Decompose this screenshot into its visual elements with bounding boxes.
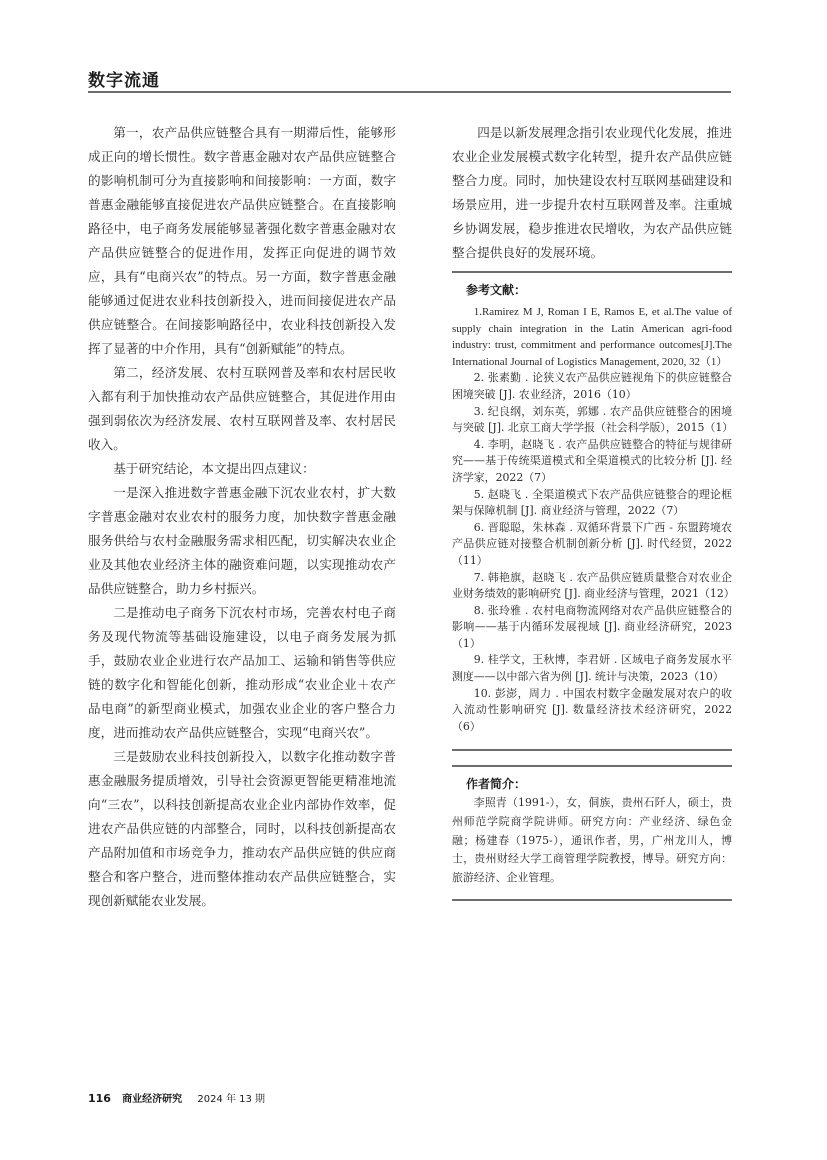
body-paragraph: 第二，经济发展、农村互联网普及率和农村居民收入都有利于加快推动农产品供应链整合，其促进作用由强到弱依次为经济发展、农村互联网普及率、农村居民收入。 [88,365,396,452]
reference-item: 10. 彭澎，周力 . 中国农村数字金融发展对农户的收入流动性影响研究 [J]. 数量经济技术经济研究，2022（6） [452,686,732,733]
reference-item: 2. 张素勤 . 论狭义农产品供应链视角下的供应链整合困境突破 [J]. 农业经济，2016（10） [452,371,732,401]
page-footer [88,1090,265,1105]
references-bottom-divider [452,749,732,751]
right-column [452,121,735,901]
bio-top-divider [452,765,732,767]
body-paragraph: 第一，农产品供应链整合具有一期滞后性，能够形成正向的增长惯性。数字普惠金融对农产品供应链整合的影响机制可分为直接影响和间接影响：一方面，数字普惠金融能够直接促进农产品供应链整合。在直接影响路径中，电子商务发展能够显著强化数字普惠金融对农产品供应链整合的促进作用，发挥正向促进的调节效应，具有“电商兴农”的特点。另一方面，数字普惠金融能够通过促进农业科技创新投入，进而间接促进农产品供应链整合。在间接影响路径中，农业科技创新投入发挥了显著的中介作用，具有“创新赋能”的特点。 [88,125,396,356]
body-paragraph: 三是鼓励农业科技创新投入，以数字化推动数字普惠金融服务提质增效，引导社会资源更智能更精准地流向“三农”，以科技创新提高农业企业内部协作效率，促进农产品供应链的内部整合，同时，以科技创新提高农产品附加值和市场竞争力，推动农产品供应链的供应商整合和客户整合，进而整体推动农产品供应链整合，实现创新赋能农业发展。 [88,749,396,908]
body-paragraph: 四是以新发展理念指引农业现代化发展，推进农业企业发展模式数字化转型，提升农产品供应链整合力度。同时，加快建设农村互联网基础建设和场景应用，进一步提升农村互联网普及率。注重城乡协调发展，稳步推进农民增收，为农产品供应链整合提供良好的发展环境。 [452,125,732,260]
reference-item: 6. 晋聪聪，朱林森 . 双循环背景下广西 - 东盟跨境农产品供应链对接整合机制创新分析 [J]. 时代经贸，2022（11） [452,520,732,567]
references-top-divider [452,271,732,273]
page-number: 116 [88,1092,111,1105]
left-column [88,121,396,913]
references-title: 参考文献： [466,283,527,297]
references-list [452,304,735,735]
header-divider [88,91,731,93]
author-bio [452,794,732,887]
section-title: 数字流通 [88,71,160,91]
reference-item: 7. 韩艳旗，赵晓飞 . 农产品供应链质量整合对农业企业财务绩效的影响研究 [J]. 商业经济与管理，2021（12） [452,570,735,601]
body-paragraph: 一是深入推进数字普惠金融下沉农业农村，扩大数字普惠金融对农业农村的服务力度，加快数字普惠金融服务供给与农村金融服务需求相匹配，切实解决农业企业及其他农业经济主体的融资难问题，以实现推动农产品供应链整合，助力乡村振兴。 [88,485,396,596]
reference-item: 8. 张玲雅 . 农村电商物流网络对农产品供应链整合的影响——基于内循环发展视域 [J]. 商业经济研究，2023（1） [452,603,732,650]
reference-item: 4. 李明，赵晓飞 . 农产品供应链整合的特征与规律研究——基于传统渠道模式和全渠道模式的比较分析 [J]. 经济学家，2022（7） [452,437,732,484]
bio-bottom-divider [452,899,732,901]
reference-item: 9. 桂学文，王秋博，李君妍 . 区域电子商务发展水平测度——以中部六省为例 [J]. 统计与决策，2023（10） [452,653,732,684]
reference-item: 1.Ramirez M J, Roman I E, Ramos E, et al.The value of supply chain integration in the Latin American agri-food industry: trust, commitment and performance outcomes[J].The International Journal of Logistics Management, 2020, 32（1） [452,306,732,368]
author-bio-title: 作者简介： [466,777,527,792]
journal-name: 商业经济研究 [122,1094,183,1105]
body-paragraph: 基于研究结论，本文提出四点建议： [113,461,315,476]
issue-label: 2024 年 13 期 [197,1094,266,1105]
reference-item: 5. 赵晓飞 . 全渠道模式下农产品供应链整合的理论框架与保障机制 [J]. 商业经济与管理，2022（7） [452,487,732,518]
author-bio-text: 李照青（1991-），女，侗族，贵州石阡人，硕士，贵州师范学院商学院讲师。研究方向：产业经济、绿色金融；杨建春（1975-），通讯作者，男，广州龙川人，博士，贵州财经大学工商管理学院教授，博导。研究方向：旅游经济、企业管理。 [452,796,732,884]
reference-item: 3. 纪良纲，刘东英，郭娜 . 农产品供应链整合的困境与突破 [J]. 北京工商大学学报（社会科学版），2015（1） [452,404,734,435]
body-paragraph: 二是推动电子商务下沉农村市场，完善农村电子商务及现代物流等基础设施建设，以电子商务发展为抓手，鼓励农业企业进行农产品加工、运输和销售等供应链的数字化和智能化创新，推动形成“农业企业＋农产品电商”的新型商业模式，加强农业企业的客户整合力度，进而推动农产品供应链整合，实现“电商兴农”。 [88,605,396,740]
